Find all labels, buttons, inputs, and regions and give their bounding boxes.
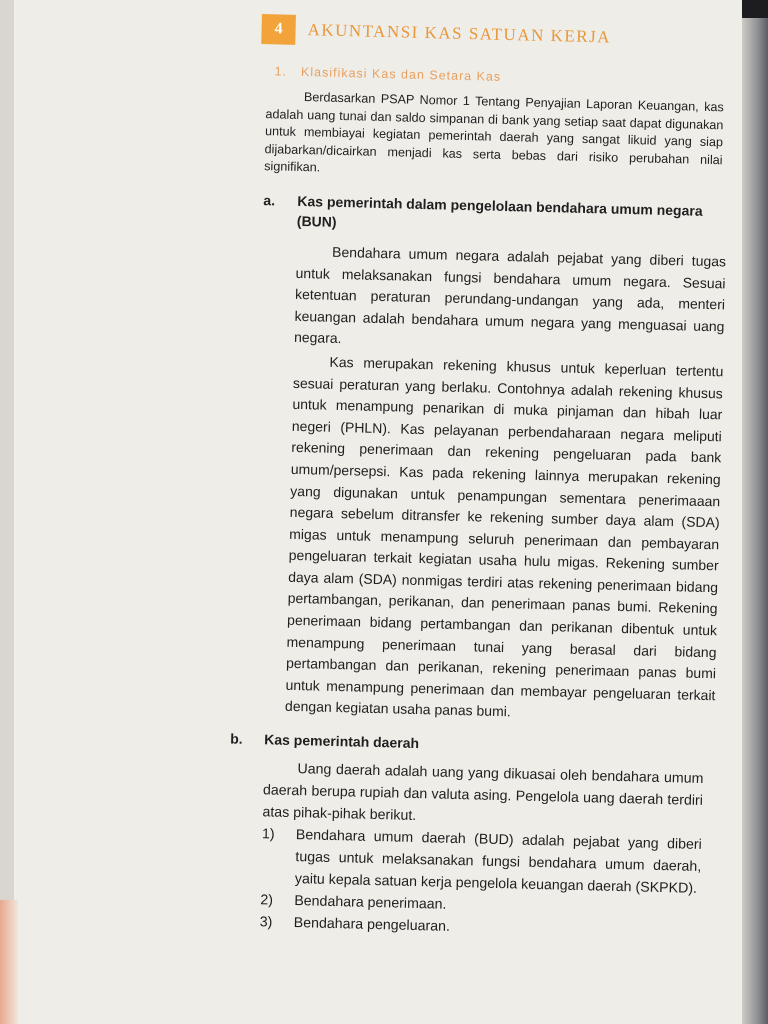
chapter-title: AKUNTANSI KAS SATUAN KERJA <box>307 20 612 47</box>
chapter-number-badge: 4 <box>261 14 296 45</box>
section-b <box>226 728 715 944</box>
section-b-paragraph: Uang daerah adalah uang yang dikuasai oleh bendahara umum daerah berupa rupiah dan valuta asing. Pengelola uang daerah terdiri atas pihak-pihak berikut. <box>262 761 704 825</box>
section-a-heading <box>263 190 728 241</box>
list-item-text: Bendahara umum daerah (BUD) adalah pejabat yang diberi tugas untuk melaksanakan fungsi bendahara umum daerah, yaitu kepala satuan kerja pengelola keuangan daerah (SKPKD). <box>294 827 702 897</box>
page-spine-shadow <box>742 0 768 1024</box>
subsection-heading <box>274 64 730 89</box>
list-item-text: Bendahara penerimaan. <box>294 893 447 913</box>
background-corner <box>742 0 768 18</box>
section-b-title: Kas pemerintah daerah <box>264 731 420 752</box>
section-a-paragraph-2: Kas merupakan rekening khusus untuk keperluan tertentu sesuai peraturan yang berlaku. Contohnya adalah rekening khusus untuk menampung penarikan di muka pinjaman dan hibah luar negeri (PHLN). Kas pelayanan perbendaharaan negara meliputi rekening penerimaan dan rekening pengeluaran pada bank umum/persepsi. Kas pada rekening lainnya merupakan rekening yang digunakan untuk penampungan sementara penerimaaan negara sebelum ditransfer ke rekening sumber daya alam (SDA) migas untuk menampung seluruh penerimaan dan pembayaran pengeluaran terkait kegiatan usaha hulu migas. Rekening sumber daya alam (SDA) nonmigas terdiri atas rekening penerimaan bidang pertambangan, perikanan, dan penerimaan panas bumi. Rekening penerimaan bidang pertambangan dan perikanan dibentuk untuk menampung penerimaan tunai yang berasal dari bidang pertambangan dan perikanan, rekening penerimaan panas bumi untuk menampung penerimaan dan membayar pengeluaran terkait dengan kegiatan usaha panas bumi. <box>284 353 724 720</box>
section-a-paragraph-1: Bendahara umum negara adalah pejabat yang diberi tugas untuk melaksanakan fungsi bendahara umum negara. Sesuai ketentuan peraturan perundang-undangan yang ada, menteri keuangan adalah bendahara umum negara yang menguasai uang negara. <box>293 243 727 347</box>
section-a <box>251 190 728 728</box>
intro-paragraph: Berdasarkan PSAP Nomor 1 Tentang Penyajian Laporan Keuangan, kas adalah uang tunai dan saldo simpanan di bank yang setiap saat dapat digunakan untuk membiayai kegiatan pemerintah daerah yang sangat likuid yang siap dijabarkan/dicairkan menjadi kas serta bebas dari risiko perubahan nilai signifikan. <box>264 90 724 175</box>
subsection-number: 1. <box>274 64 288 79</box>
list-item-text: Bendahara pengeluaran. <box>293 915 451 935</box>
treasurer-list <box>259 823 702 944</box>
page-content <box>230 12 731 944</box>
list-item-number: 1) <box>261 826 275 843</box>
list-item-number: 3) <box>259 914 273 931</box>
page-edge-tint <box>0 900 18 1024</box>
section-a-title: Kas pemerintah dalam pengelolaan bendahara umum negara (BUN) <box>296 192 703 230</box>
list-item <box>261 823 702 900</box>
list-item-number: 2) <box>260 892 274 909</box>
section-a-marker: a. <box>263 192 276 209</box>
subsection-title: Klasifikasi Kas dan Setara Kas <box>300 64 502 84</box>
section-b-marker: b. <box>230 730 243 747</box>
section-b-heading <box>230 728 714 760</box>
